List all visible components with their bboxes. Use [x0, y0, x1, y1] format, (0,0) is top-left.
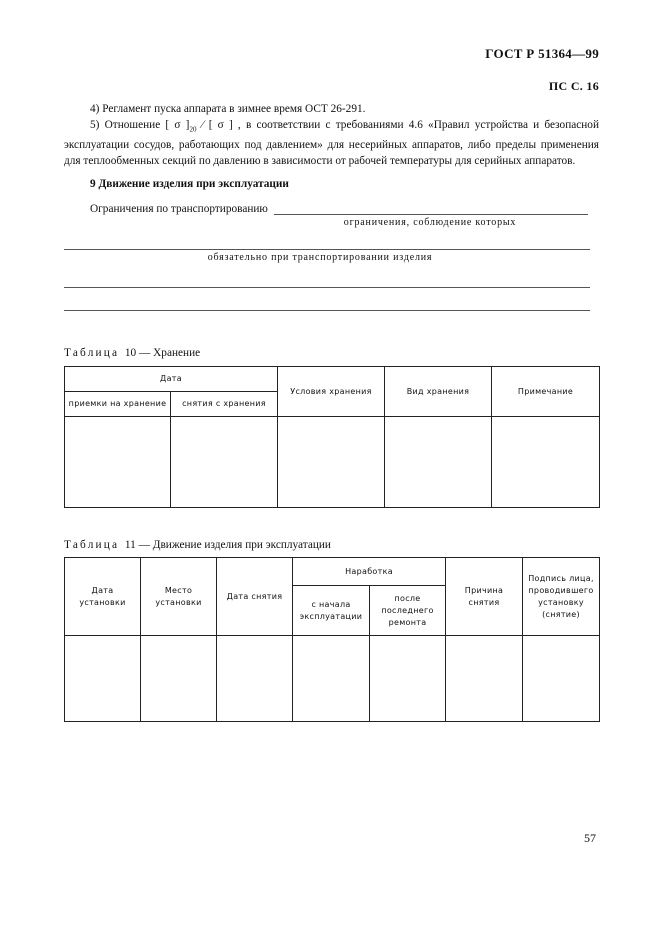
table-row: [65, 636, 600, 722]
empty-cell[interactable]: [492, 417, 600, 508]
page-reference: ПС С. 16: [548, 79, 599, 93]
removal-date-header: Дата снятия: [217, 558, 293, 636]
empty-cell[interactable]: [293, 636, 370, 722]
transport-caption-1: ограничения, соблюдение которых: [343, 217, 517, 228]
date-group-header: Дата: [65, 367, 278, 392]
page-number: 57: [584, 831, 596, 845]
transport-restrictions-label: Ограничения по транспортированию: [90, 203, 268, 215]
storage-type-header: Вид хранения: [385, 367, 492, 417]
item-5-start: 5) Отношение: [90, 119, 166, 131]
removal-reason-header: Причина снятия: [446, 558, 523, 636]
empty-cell[interactable]: [141, 636, 217, 722]
document-standard-code: ГОСТ Р 51364—99: [485, 46, 599, 61]
table-row: [65, 417, 600, 508]
item-5: [64, 117, 599, 169]
sigma-symbol: [ σ ]: [165, 119, 190, 131]
remove-date-header: снятия с хранения: [171, 392, 278, 417]
empty-cell[interactable]: [385, 417, 492, 508]
table-10-number: 10: [124, 347, 137, 359]
empty-cell[interactable]: [523, 636, 600, 722]
transport-caption-2: обязательно при транспортировании изделия: [207, 252, 433, 263]
table-10-caption: [64, 347, 200, 359]
note-header: Примечание: [492, 367, 600, 417]
table-11-title: — Движение изделия при эксплуатации: [138, 539, 331, 551]
install-place-header: Место установки: [141, 558, 217, 636]
install-date-header: Дата установки: [65, 558, 141, 636]
empty-cell[interactable]: [65, 636, 141, 722]
ratio-slash: ⁄: [196, 119, 209, 131]
operating-hours-group-header: Наработка: [293, 558, 446, 586]
hours-after-repair-header: после последнего ремонта: [370, 586, 446, 636]
table-11-number: 11: [124, 539, 136, 551]
transport-fill-line-2: [64, 249, 590, 250]
table-10-title: — Хранение: [139, 347, 201, 359]
transport-fill-line-4: [64, 310, 590, 311]
receive-date-header: приемки на хранение: [65, 392, 171, 417]
table-10-storage: [64, 366, 600, 508]
empty-cell[interactable]: [217, 636, 293, 722]
empty-cell[interactable]: [370, 636, 446, 722]
transport-fill-line-1: [274, 214, 588, 215]
hours-since-start-header: с начала эксплуатации: [293, 586, 370, 636]
empty-cell[interactable]: [171, 417, 278, 508]
table-11-operation: [64, 557, 600, 722]
subscript-20: 20: [189, 125, 197, 134]
signature-header: Подпись лица, проводившего установку (снятие): [523, 558, 600, 636]
table-11-caption: [64, 539, 331, 551]
empty-cell[interactable]: [278, 417, 385, 508]
transport-fill-line-3: [64, 287, 590, 288]
empty-cell[interactable]: [446, 636, 523, 722]
item-5-rest: , в соответствии с требованиями 4.6 «Правил устройства и безопасной эксплуатации сосудов, работающих под давлением» для несерийных аппаратов, либо пределы применения для теплообменных секций по давлению в зависимости от рабочей температуры для серийных аппаратов.: [64, 119, 600, 168]
storage-conditions-header: Условия хранения: [278, 367, 385, 417]
sigma-symbol-2: [ σ ]: [208, 119, 233, 131]
item-4: 4) Регламент пуска аппарата в зимнее время ОСТ 26-291.: [90, 103, 366, 115]
section-title: 9 Движение изделия при эксплуатации: [90, 178, 289, 190]
table-10-label: Таблица: [64, 347, 120, 359]
table-11-label: Таблица: [64, 539, 120, 551]
intro-text: [64, 101, 599, 169]
empty-cell[interactable]: [65, 417, 171, 508]
